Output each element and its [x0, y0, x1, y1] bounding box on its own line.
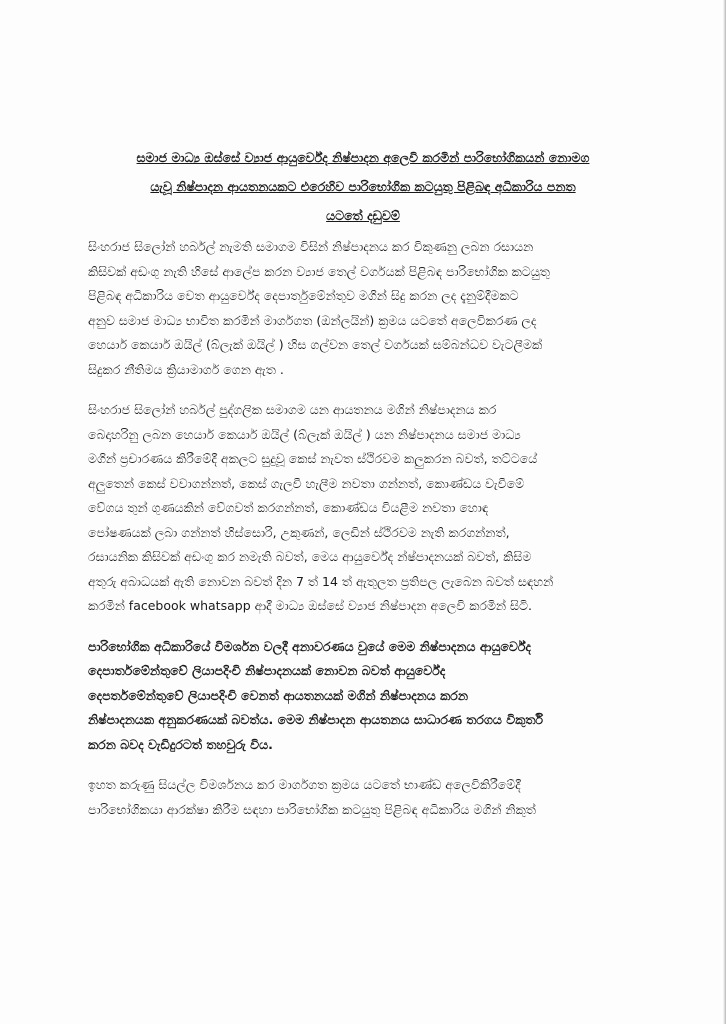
document-title: [60, 143, 666, 230]
text-line: කරන බවද වැඩිදුරටත් තහවුරු විය.: [88, 736, 273, 752]
text-line: පෝෂණයක් ලබා ගන්නත් හිස්සොරි, උකුණන්, ලෙඩින් ස්ථිරවම නැති කරගන්නත්,: [88, 524, 510, 540]
text-line: අතුරු අබාධයක් ඇති නොවන බවත් දින 7 ත් 14 ත් ඇතුලත ප්‍රතිපල ලැබෙන බවත් සඳහන්: [88, 573, 554, 589]
text-line: නිෂ්පාදනයක අනුකරණයක් බවත්ය. මෙම නිෂ්පාදන ආයතනය සාධාරණ තරගය විකුර්ති: [88, 712, 544, 727]
text-line: සිංහරාජ සිලෝන් හර්බල් නැමති සමාගම විසින් නිෂ්පාදනය කර විකුණනු ලබන රසායන: [88, 239, 534, 254]
text-line: අනුව සමාජ මාධ්‍ය භාවිත කරමින් මාර්ගගත (ඔන්ලයින්) ක්‍රමය යටතේ අලෙවිකරණ ලද: [88, 312, 537, 328]
paragraph-4: [88, 773, 653, 822]
text-line: සිංහරාජ සිලෝන් හර්බල් පුද්ගලික සමාගම යන ආයතනය මගින් නිෂ්පාදනය කර: [88, 402, 497, 417]
paragraph-1: [88, 235, 653, 382]
text-line: හෙයාර් කෙයාර් ඔයිල් (බ්ලැක් ඔයිල් ) හිස ගල්වන තෙල් වර්ගයක් සම්බන්ධව වැටලීමක්: [88, 337, 543, 352]
text-line: අලුතෙන් කෙස් වවාගන්නත්, කෙස් ගැලවී හැලීම නවතා ගන්නත්, කොණ්ඩය වැවීමේ: [88, 475, 525, 491]
text-line: පිළිබඳ අධිකාරිය වෙත ආයුර්වේද දෙපාර්තුමේන්තුව මගින් සිදු කරන ලද දැනුම්දීමකට: [88, 288, 519, 303]
paragraph-2: [88, 398, 653, 619]
text-line: ඉහත කරුණු සියල්ල විමර්ශනය කර මාර්ගගත ක්‍රමය යටතේ භාණ්ඩ අලෙවිකිරීමේදී: [88, 777, 521, 792]
text-line: කරමින් facebook whatsapp ආදී මාධ්‍ය ඔස්සේ ව්‍යාජ නිෂ්පාදන අලෙවි කරමින් සිටි.: [88, 598, 532, 613]
title-line: සමාජ මාධ්‍ය ඔස්සේ ව්‍යාජ ආයුර්වේද නිෂ්පාදන අලෙවි කරමින් පාරිභෝගිකයන් නොමග: [136, 150, 590, 165]
paragraph-3: [88, 635, 653, 758]
text-line: වේගය තුන් ගුණයකින් වේගවත් කරගන්නත්, කොණ්ඩය වියළීම නවතා හොඳ: [88, 500, 489, 515]
text-line: දෙපර්තමේන්තුවේ ලියාපදිංචි වෙනත් ආයතනයක් මගින් නිෂ්පාදනය කරන: [88, 687, 468, 703]
text-line: සිදුකර නීතිමය ක්‍රියාමාර්ග ගෙන ඇත .: [88, 361, 284, 377]
text-line: කිසිවක් අඩංගු නැති හිසේ ආලේප කරන ව්‍යාජ තෙල් වර්ගයක් පිළිබඳ පාරිභෝගික කටයුතු: [88, 263, 550, 279]
document-body: [88, 235, 653, 838]
title-line: යටතේ දඩුවම්: [326, 208, 400, 223]
text-line: පාරිභෝගික අධිකාරියේ විමර්ශන වලදී අනාවරණය වුයේ මෙම නිෂ්පාදනය ආයුර්වේද: [88, 638, 531, 654]
text-line: පාරිභෝගිකයා ආරක්ෂා කිරීම සඳහා පාරිභෝගික කටයුතු පිළිබඳ අධිකාරිය මගින් නිකුත්: [88, 801, 536, 817]
text-line: මගින් ප්‍රචාරණය කිරීමේදී අකලට සුදුවූ කෙස් නැවත ස්ථිරවම කලුකරන බවත්, තට්ටයේ: [88, 451, 538, 466]
text-line: බෙදාහරිනු ලබන හෙයාර් කෙයාර් ඔයිල් (බ්ලැක් ඔයිල් ) යන නිෂ්පාදනය සමාජ මාධ්‍ය: [88, 426, 521, 442]
title-line: යැවූ නිෂ්පාදන ආයතනයකට එරෙහිව පාරිභෝගික කටයුතු පිළිබඳ අධිකාරිය පනත: [150, 179, 576, 194]
text-line: රසායනික කිසිවක් අඩංගු කර නමැති බවත්, මෙය ආයුර්වේද න්ෂ්පාදනයක් බවත්, කිසිම: [88, 549, 532, 564]
text-line: දෙපාර්තමේන්තුවේ ලියාපදිංචි නිෂ්පාදනයක් නොවන බවත් ආයුර්වේද: [88, 663, 446, 678]
